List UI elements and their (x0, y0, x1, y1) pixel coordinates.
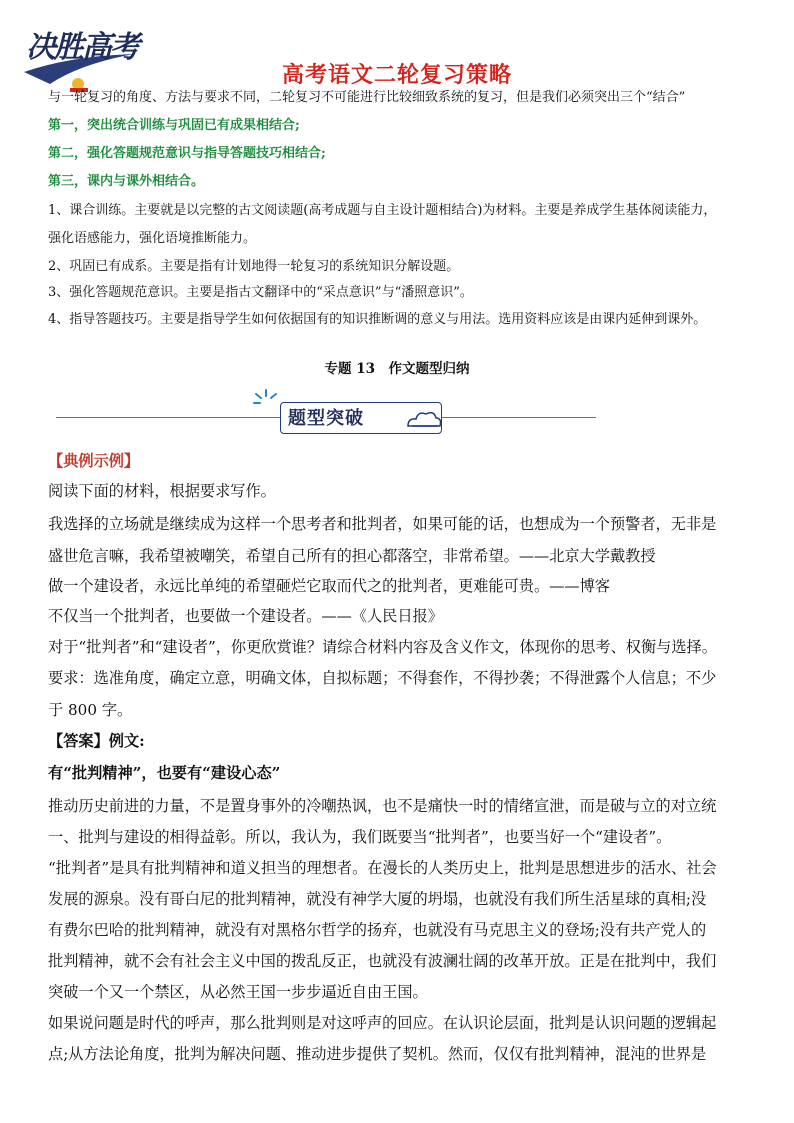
answer-label: 例文: (108, 732, 145, 750)
essay-line: 推动历史前进的力量，不是置身事外的冷嘲热讽，也不是痛快一时的情绪宣泄，而是破与立的对立统 (48, 797, 717, 815)
topic-title: 专题 13 作文题型归纳 (324, 361, 470, 377)
item-line: 4、指导答题技巧。主要是指导学生如何依据国有的知识推断调的意义与用法。选用资料应该是由课内延伸到课外。 (48, 312, 707, 327)
document-title: 高考语文二轮复习策略 (281, 63, 512, 88)
essay-line: 突破一个又一个禁区，从必然王国一步步逼近自由王国。 (48, 983, 428, 1001)
sparkle-icon (252, 388, 280, 412)
body-line: 做一个建设者，永远比单纯的希望砸烂它取而代之的批判者，更难能可贵。——博客 (48, 577, 610, 595)
essay-line: 一、批判与建设的相得益彰。所以，我认为，我们既要当“批判者”，也要当好一个“建设者”。 (48, 828, 672, 846)
body-line: 阅读下面的材料，根据要求写作。 (48, 482, 276, 500)
cloud-icon (404, 408, 444, 430)
essay-line: 如果说问题是时代的呼声，那么批判则是对这呼声的回应。在认识论层面，批判是认识问题的逻辑起 (48, 1014, 717, 1032)
essay-line: 有费尔巴哈的批判精神，就没有对黑格尔哲学的扬弃，也就没有马克思主义的登场;没有共产党人的 (48, 921, 707, 939)
item-line: 3、强化答题规范意识。主要是指古文翻译中的“采点意识”与“潘照意识”。 (48, 285, 473, 300)
essay-line: 发展的源泉。没有哥白尼的批判精神，就没有神学大厦的坍塌，也就没有我们所生活星球的真相;没 (48, 890, 707, 908)
body-line: 于 800 字。 (48, 701, 133, 719)
example-heading: 【典例示例】 (48, 452, 140, 470)
banner-label: 题型突破 (288, 408, 364, 429)
point-3: 第三，课内与课外相结合。 (48, 174, 205, 189)
item-line: 1、课合训练。主要就是以完整的古文阅读题(高考成题与自主设计题相结合)为材料。主要是养成学生基体阅读能力， (48, 203, 717, 218)
answer-bracket: 【答案】 (48, 732, 109, 750)
item-line: 强化语感能力，强化语境推断能力。 (48, 231, 257, 246)
essay-title: 有“批判精神”，也要有“建设心态” (48, 764, 281, 782)
body-line: 不仅当一个批判者，也要做一个建设者。——《人民日报》 (48, 607, 443, 625)
item-line: 2、巩固已有成系。主要是指有计划地得一轮复习的系统知识分解设题。 (48, 259, 460, 274)
body-line: 盛世危言嘛，我希望被嘲笑，希望自己所有的担心都落空，非常希望。——北京大学戴教授 (48, 547, 656, 565)
essay-line: 批判精神，就不会有社会主义中国的拨乱反正，也就没有波澜壮阔的改革开放。正是在批判中，我们 (48, 952, 717, 970)
essay-line: “批判者”是具有批判精神和道义担当的理想者。在漫长的人类历史上，批判是思想进步的活水、社会 (48, 859, 717, 877)
logo-text: 决胜高考 (26, 30, 138, 65)
essay-line: 点;从方法论角度，批判为解决问题、推动进步提供了契机。然而，仅仅有批判精神，混沌的世界是 (48, 1045, 707, 1063)
body-line: 要求：选准角度，确定立意，明确文体，自拟标题；不得套作，不得抄袭；不得泄露个人信息；不少 (48, 669, 717, 687)
point-2: 第二，强化答题规范意识与指导答题技巧相结合; (48, 146, 326, 161)
section-banner (56, 388, 596, 436)
point-1: 第一，突出统合训练与巩固已有成果相结合; (48, 118, 300, 133)
body-line: 对于“批判者”和“建设者”，你更欣赏谁？请综合材料内容及含义作文，体现你的思考、权衡与选择。 (48, 638, 717, 656)
answer-heading (48, 730, 145, 751)
body-line: 我选择的立场就是继续成为这样一个思考者和批判者，如果可能的话，也想成为一个预警者，无非是 (48, 515, 717, 533)
intro-line: 与一轮复习的角度、方法与要求不同，二轮复习不可能进行比较细致系统的复习，但是我们必须突出三个“结合” (48, 90, 686, 105)
